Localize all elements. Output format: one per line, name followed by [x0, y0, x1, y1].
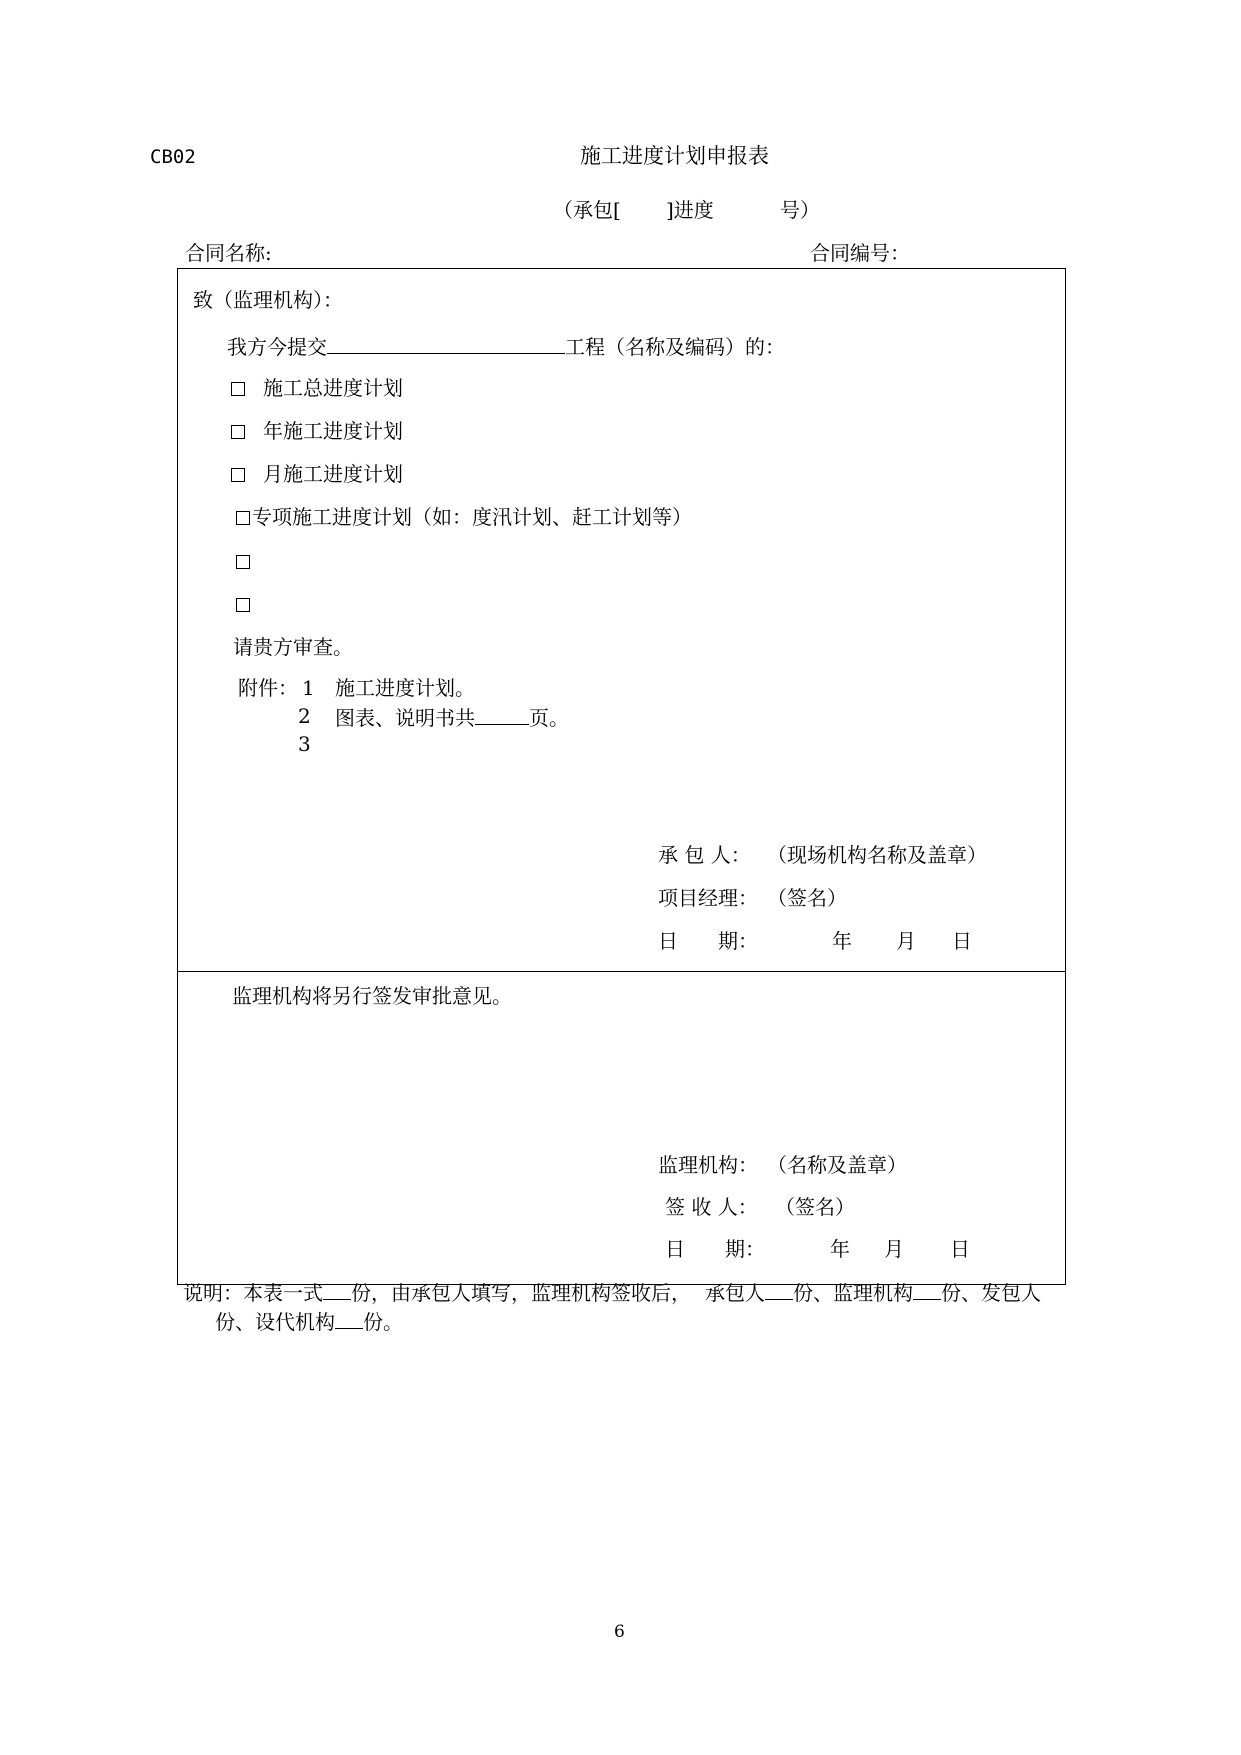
checkbox[interactable]	[236, 555, 250, 569]
page-count-field[interactable]	[475, 706, 529, 725]
checkbox-item[interactable]	[236, 551, 250, 571]
submit-prefix: 我方今提交	[227, 335, 327, 359]
supervisor-value: （名称及盖章）	[767, 1153, 907, 1177]
date-month: 月	[896, 929, 916, 953]
checkbox-label: 月施工进度计划	[263, 462, 403, 486]
addressee: 致（监理机构）：	[193, 288, 343, 312]
project-name-field[interactable]	[327, 335, 565, 354]
footnote-line2	[215, 1310, 403, 1332]
subtitle-open: （承包[	[553, 198, 621, 222]
checkbox[interactable]	[231, 425, 245, 439]
submit-suffix: 工程（名称及编码）的：	[565, 335, 785, 359]
review-notice: 监理机构将另行签发审批意见。	[232, 984, 512, 1008]
checkbox[interactable]	[231, 382, 245, 396]
checkbox-item[interactable]	[236, 594, 250, 614]
date-year: 年	[832, 929, 852, 953]
page-title: 施工进度计划申报表	[580, 144, 769, 168]
attachment-text: 施工进度计划。	[335, 676, 475, 700]
copies-supervisor-field[interactable]	[913, 1281, 941, 1300]
supervisor-label: 监理机构：	[658, 1153, 758, 1177]
copies-design-field[interactable]	[335, 1310, 363, 1329]
subtitle-close: 号）	[780, 198, 820, 222]
date-month: 月	[884, 1237, 904, 1261]
attachment-no: 1	[302, 676, 315, 700]
request-text: 请贵方审查。	[233, 635, 353, 659]
date-label: 日 期：	[658, 929, 758, 953]
contractor-value: （现场机构名称及盖章）	[767, 843, 987, 867]
attachments-label: 附件：	[238, 676, 298, 700]
date-day: 日	[950, 1237, 970, 1261]
review-section	[177, 970, 1066, 1285]
attachment-no: 3	[298, 732, 311, 756]
subtitle-mid: ]进度	[666, 198, 714, 222]
attachment-no: 2	[298, 704, 311, 728]
footnote-part: 说明：本表一式	[183, 1281, 323, 1305]
footnote-part: 承包人	[705, 1281, 765, 1305]
footnote-line1	[183, 1281, 1041, 1303]
footnote-part: 份、发包人	[941, 1281, 1041, 1305]
pm-label: 项目经理：	[658, 886, 758, 910]
contract-no-label: 合同编号：	[810, 241, 910, 265]
footnote-part: 份。	[363, 1310, 403, 1334]
attachment-text-suffix: 页。	[529, 706, 569, 730]
date-day: 日	[952, 929, 972, 953]
form-code: CB02	[150, 146, 196, 168]
checkbox-item[interactable]	[231, 378, 403, 398]
submit-line	[227, 335, 785, 357]
checkbox-label: 施工总进度计划	[263, 376, 403, 400]
checkbox[interactable]	[236, 598, 250, 612]
contract-name-label: 合同名称:	[185, 241, 272, 265]
attachment-text	[335, 706, 569, 728]
footnote-part: 份、设代机构	[215, 1310, 335, 1334]
checkbox-item[interactable]	[236, 507, 692, 527]
checkbox-item[interactable]	[231, 464, 403, 484]
date-year: 年	[830, 1237, 850, 1261]
checkbox[interactable]	[231, 468, 245, 482]
checkbox[interactable]	[236, 511, 250, 525]
contractor-label: 承 包 人：	[658, 843, 751, 867]
copies-contractor-field[interactable]	[765, 1281, 793, 1300]
attachment-text-prefix: 图表、说明书共	[335, 706, 475, 730]
checkbox-label: 专项施工进度计划（如：度汛计划、赶工计划等）	[252, 505, 692, 529]
checkbox-item[interactable]	[231, 421, 403, 441]
page-number: 6	[614, 1622, 625, 1642]
copies-total-field[interactable]	[323, 1281, 351, 1300]
date-label: 日 期：	[665, 1237, 765, 1261]
checkbox-label: 年施工进度计划	[263, 419, 403, 443]
receiver-value: （签名）	[775, 1195, 855, 1219]
footnote-part: 份，由承包人填写，监理机构签收后，	[351, 1281, 691, 1305]
receiver-label: 签 收 人：	[665, 1195, 758, 1219]
footnote-part: 份、监理机构	[793, 1281, 913, 1305]
pm-value: （签名）	[767, 886, 847, 910]
